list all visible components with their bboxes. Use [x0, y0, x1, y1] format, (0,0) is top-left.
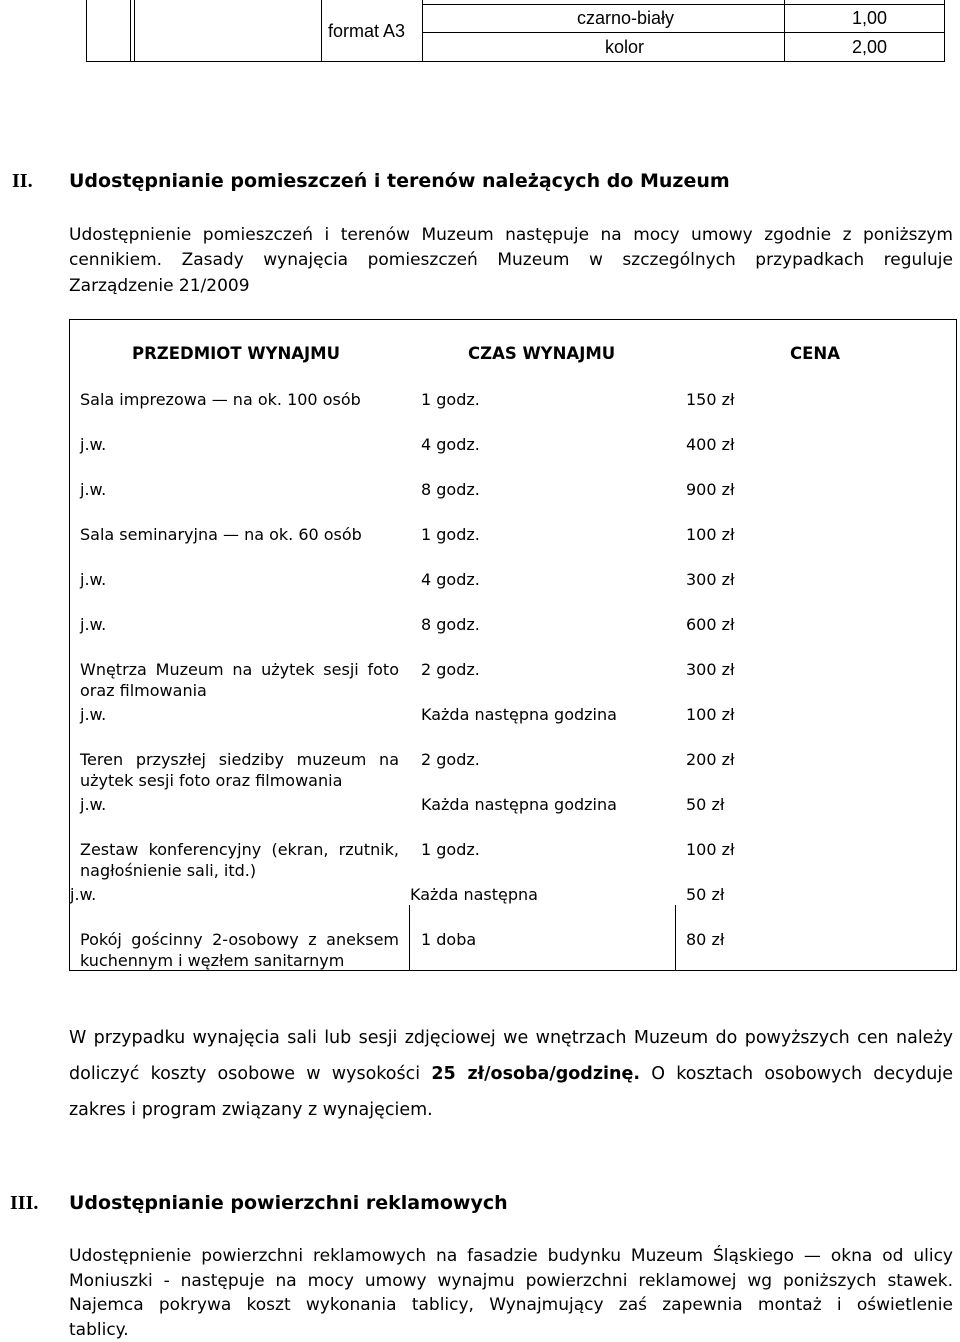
table-cell-time: 8 godz. — [421, 480, 480, 499]
paragraph-line: tablicy. — [69, 1318, 953, 1342]
paragraph-line: Zarządzenie 21/2009 — [69, 273, 953, 299]
table-cell-time: Każda następna — [410, 885, 538, 904]
paragraph-line: Moniuszki - następuje na mocy umowy wynajmu powierzchni reklamowej wg poniższych stawek. — [69, 1269, 953, 1294]
table-border — [86, 61, 945, 62]
table-border — [956, 319, 957, 971]
table-cell-item: j.w. — [80, 435, 106, 454]
paragraph-line: cennikiem. Zasady wynajęcia pomieszczeń Muzeum w szczególnych przypadkach reguluje — [69, 247, 953, 273]
paragraph-line: Najemca pokrywa koszt wykonania tablicy, Wynajmujący zaś zapewnia montaż i oświetlenie — [69, 1293, 953, 1318]
table-cell-price: 400 zł — [686, 435, 735, 454]
table-cell-item: j.w. — [80, 615, 106, 634]
table-cell-item: Sala imprezowa — na ok. 100 osób — [80, 390, 361, 409]
table-border — [675, 905, 676, 971]
table-border — [422, 32, 945, 33]
paragraph-line: Udostępnienie pomieszczeń i terenów Muzeum następuje na mocy umowy zgodnie z poniższym — [69, 222, 953, 248]
column-header-price: CENA — [790, 344, 840, 363]
table-cell-item: Zestaw konferencyjny (ekran, rzutnik, nagłośnienie sali, itd.) — [80, 839, 399, 881]
table-cell-time: 2 godz. — [421, 660, 480, 679]
mode-cell: czarno-biały — [422, 8, 674, 29]
table-cell-time: 2 godz. — [421, 750, 480, 769]
table-cell-price: 50 zł — [686, 885, 724, 904]
table-cell-item: j.w. — [70, 885, 96, 904]
table-border — [69, 319, 70, 971]
table-cell-item: Sala seminaryjna — na ok. 60 osób — [80, 525, 362, 544]
section-number: III. — [10, 1192, 38, 1215]
table-cell-time: Każda następna godzina — [421, 795, 617, 814]
table-cell-time: 4 godz. — [421, 570, 480, 589]
table-border — [130, 0, 131, 62]
price-cell: 2,00 — [785, 37, 887, 58]
hourly-rate: 25 zł/osoba/godzinę. — [431, 1064, 640, 1084]
table-cell-time: Każda następna godzina — [421, 705, 617, 724]
table-cell-price: 600 zł — [686, 615, 735, 634]
table-cell-time: 1 godz. — [421, 840, 480, 859]
table-cell-price: 150 zł — [686, 390, 735, 409]
table-cell-time: 1 doba — [421, 930, 476, 949]
table-cell-time: 1 godz. — [421, 390, 480, 409]
table-cell-item: Wnętrza Muzeum na użytek sesji foto oraz filmowania — [80, 659, 399, 701]
price-cell: 1,00 — [785, 8, 887, 29]
table-cell-price: 300 zł — [686, 570, 735, 589]
table-cell-item: Pokój gościnny 2-osobowy z aneksem kuchennym i węzłem sanitarnym — [80, 929, 399, 971]
table-cell-item: j.w. — [80, 480, 106, 499]
section-title: Udostępnianie powierzchni reklamowych — [69, 1192, 508, 1214]
table-cell-time: 8 godz. — [421, 615, 480, 634]
table-cell-price: 900 zł — [686, 480, 735, 499]
section-paragraph — [69, 1244, 953, 1342]
table-border — [422, 4, 945, 5]
column-header-time: CZAS WYNAJMU — [468, 344, 615, 363]
table-cell-time: 4 godz. — [421, 435, 480, 454]
format-cell: format A3 — [328, 21, 405, 42]
section-title: Udostępnianie pomieszczeń i terenów należących do Muzeum — [69, 170, 730, 192]
table-border — [409, 905, 410, 971]
table-cell-price: 100 zł — [686, 840, 735, 859]
table-border — [69, 319, 957, 320]
table-border — [134, 0, 135, 62]
table-cell-item: Teren przyszłej siedziby muzeum na użytek sesji foto oraz filmowania — [80, 749, 399, 791]
table-cell-price: 80 zł — [686, 930, 724, 949]
table-border — [321, 0, 322, 62]
table-cell-price: 100 zł — [686, 705, 735, 724]
table-border — [86, 0, 87, 62]
mode-cell: kolor — [422, 37, 644, 58]
section-number: II. — [12, 170, 33, 193]
table-cell-price: 300 zł — [686, 660, 735, 679]
table-cell-price: 200 zł — [686, 750, 735, 769]
paragraph-line: doliczyć koszty osobowe w wysokości 25 zł/osoba/godzinę. O kosztach osobowych decyduje — [69, 1056, 953, 1092]
paragraph-line: Udostępnienie powierzchni reklamowych na fasadzie budynku Muzeum Śląskiego — okna od ulicy — [69, 1244, 953, 1269]
section-paragraph — [69, 222, 953, 299]
paragraph-line: zakres i program związany z wynajęciem. — [69, 1092, 953, 1128]
table-cell-price: 50 zł — [686, 795, 724, 814]
table-border — [944, 0, 945, 62]
table-cell-item: j.w. — [80, 570, 106, 589]
table-cell-item: j.w. — [80, 795, 106, 814]
note-paragraph — [69, 1020, 953, 1128]
table-cell-price: 100 zł — [686, 525, 735, 544]
table-cell-item: j.w. — [80, 705, 106, 724]
table-cell-time: 1 godz. — [421, 525, 480, 544]
paragraph-line: W przypadku wynajęcia sali lub sesji zdjęciowej we wnętrzach Muzeum do powyższych cen należy — [69, 1020, 953, 1056]
column-header-item: PRZEDMIOT WYNAJMU — [132, 344, 340, 363]
